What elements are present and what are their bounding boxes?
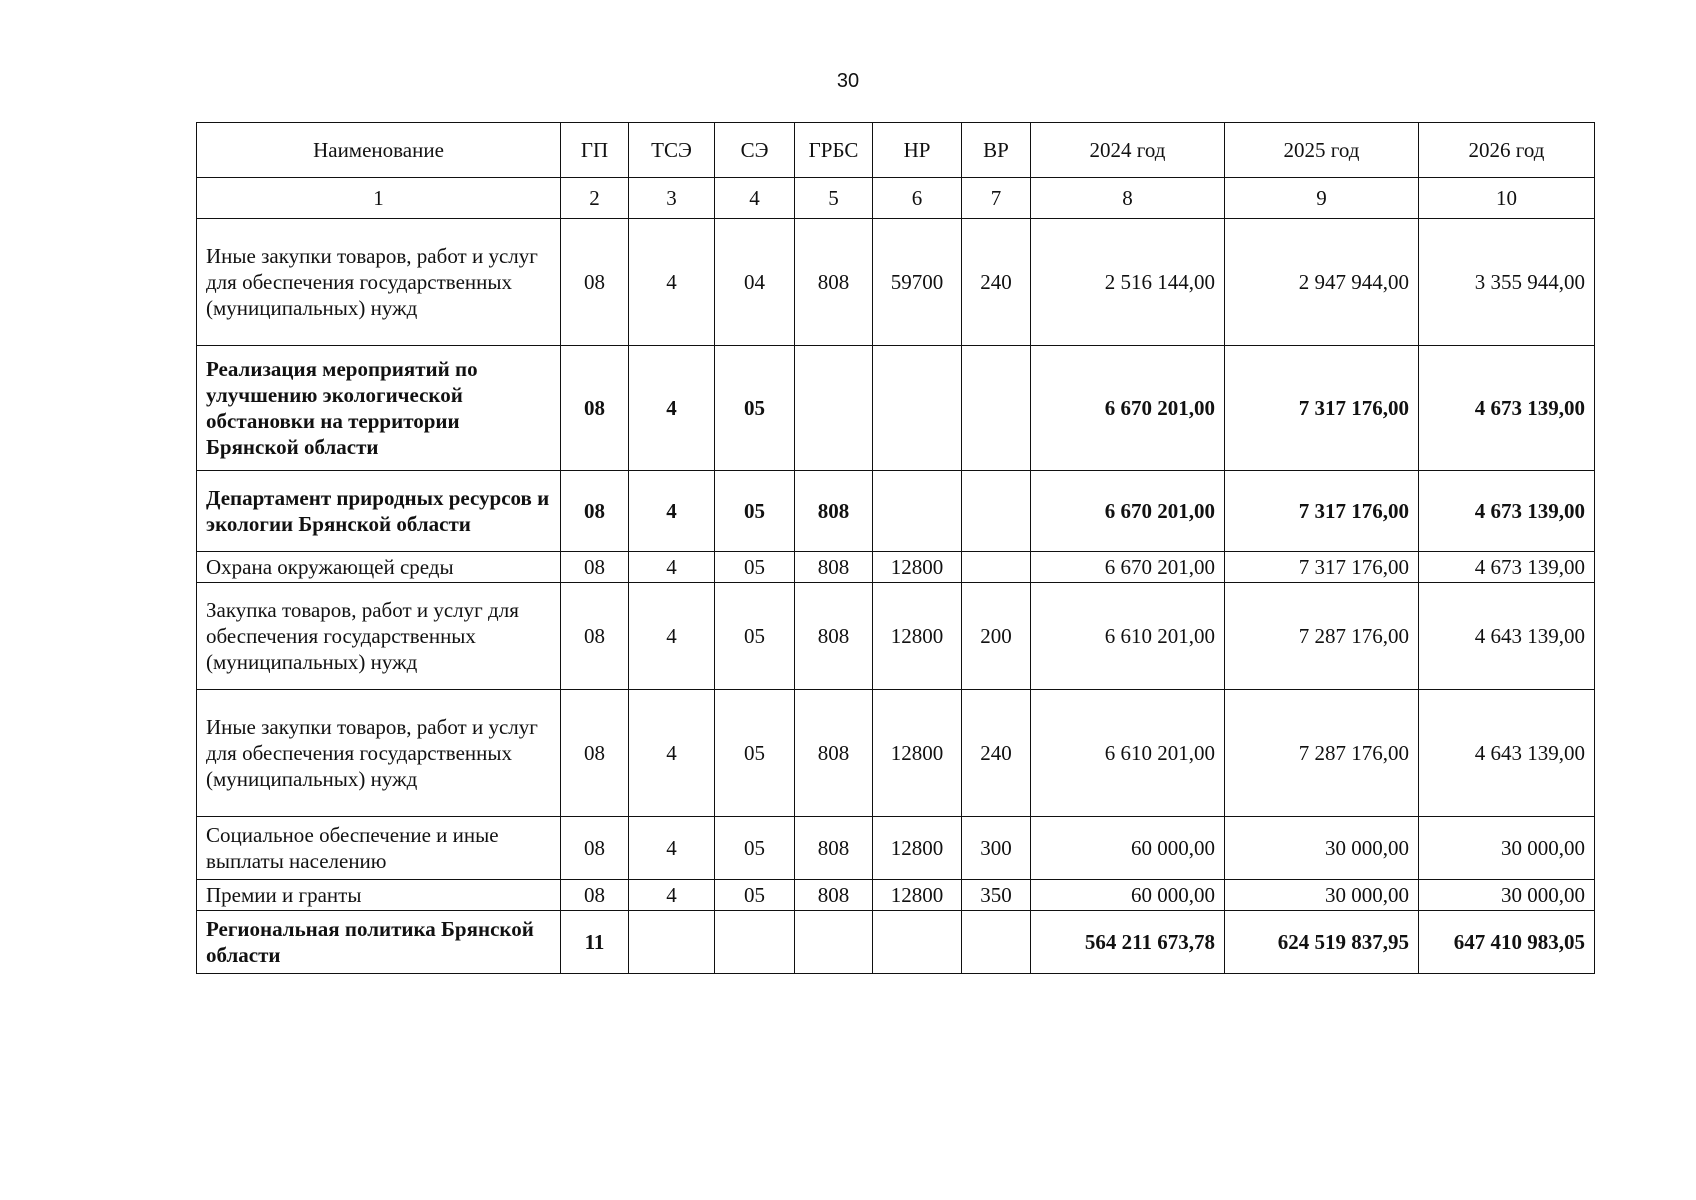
row-gp: 08 [561, 552, 629, 583]
row-nr: 12800 [873, 880, 962, 911]
budget-table [196, 122, 1595, 974]
row-2026: 647 410 983,05 [1419, 911, 1595, 974]
row-grbs: 808 [795, 583, 873, 690]
row-gp: 08 [561, 346, 629, 471]
table-row [197, 911, 1595, 974]
row-2025: 7 317 176,00 [1225, 471, 1419, 552]
header-tse: ТСЭ [629, 123, 715, 178]
row-se: 05 [715, 880, 795, 911]
row-2025: 7 287 176,00 [1225, 690, 1419, 817]
row-name: Охрана окружающей среды [197, 552, 561, 583]
row-nr: 12800 [873, 690, 962, 817]
row-name: Социальное обеспечение и иные выплаты населению [197, 817, 561, 880]
row-2026: 4 643 139,00 [1419, 583, 1595, 690]
row-tse: 4 [629, 583, 715, 690]
row-tse: 4 [629, 690, 715, 817]
index-cell: 9 [1225, 178, 1419, 219]
row-2025: 2 947 944,00 [1225, 219, 1419, 346]
header-2024: 2024 год [1031, 123, 1225, 178]
row-2024: 60 000,00 [1031, 880, 1225, 911]
row-2025: 30 000,00 [1225, 817, 1419, 880]
row-gp: 08 [561, 583, 629, 690]
row-vr [962, 911, 1031, 974]
row-2024: 6 670 201,00 [1031, 471, 1225, 552]
table-row [197, 690, 1595, 817]
row-grbs: 808 [795, 817, 873, 880]
row-gp: 08 [561, 690, 629, 817]
row-gp: 08 [561, 471, 629, 552]
row-grbs: 808 [795, 471, 873, 552]
index-cell: 3 [629, 178, 715, 219]
row-vr: 350 [962, 880, 1031, 911]
row-2025: 7 317 176,00 [1225, 552, 1419, 583]
row-gp: 08 [561, 817, 629, 880]
row-tse: 4 [629, 552, 715, 583]
row-grbs: 808 [795, 552, 873, 583]
header-gp: ГП [561, 123, 629, 178]
row-tse: 4 [629, 880, 715, 911]
table-row [197, 817, 1595, 880]
index-cell: 2 [561, 178, 629, 219]
row-2026: 4 643 139,00 [1419, 690, 1595, 817]
row-2024: 2 516 144,00 [1031, 219, 1225, 346]
table-row [197, 346, 1595, 471]
row-nr [873, 346, 962, 471]
row-nr: 12800 [873, 817, 962, 880]
row-2026: 30 000,00 [1419, 880, 1595, 911]
row-tse: 4 [629, 346, 715, 471]
header-nr: НР [873, 123, 962, 178]
header-2026: 2026 год [1419, 123, 1595, 178]
row-se: 05 [715, 817, 795, 880]
index-cell: 1 [197, 178, 561, 219]
row-2025: 30 000,00 [1225, 880, 1419, 911]
header-row [197, 123, 1595, 178]
row-vr: 200 [962, 583, 1031, 690]
row-nr: 12800 [873, 552, 962, 583]
row-grbs: 808 [795, 690, 873, 817]
row-se [715, 911, 795, 974]
row-grbs: 808 [795, 880, 873, 911]
row-name: Премии и гранты [197, 880, 561, 911]
index-cell: 4 [715, 178, 795, 219]
row-2026: 4 673 139,00 [1419, 471, 1595, 552]
index-cell: 6 [873, 178, 962, 219]
row-2024: 6 610 201,00 [1031, 690, 1225, 817]
row-se: 04 [715, 219, 795, 346]
row-vr: 240 [962, 219, 1031, 346]
table-row [197, 552, 1595, 583]
row-gp: 08 [561, 219, 629, 346]
row-2026: 4 673 139,00 [1419, 346, 1595, 471]
table-row [197, 471, 1595, 552]
row-2025: 624 519 837,95 [1225, 911, 1419, 974]
row-2025: 7 317 176,00 [1225, 346, 1419, 471]
header-se: СЭ [715, 123, 795, 178]
row-name: Реализация мероприятий по улучшению экологической обстановки на территории Брянской области [197, 346, 561, 471]
row-grbs: 808 [795, 219, 873, 346]
row-2024: 6 670 201,00 [1031, 346, 1225, 471]
row-nr [873, 911, 962, 974]
index-row [197, 178, 1595, 219]
row-grbs [795, 911, 873, 974]
header-grbs: ГРБС [795, 123, 873, 178]
row-vr: 240 [962, 690, 1031, 817]
row-2024: 564 211 673,78 [1031, 911, 1225, 974]
row-se: 05 [715, 346, 795, 471]
row-vr: 300 [962, 817, 1031, 880]
row-2026: 30 000,00 [1419, 817, 1595, 880]
row-tse [629, 911, 715, 974]
row-name: Региональная политика Брянской области [197, 911, 561, 974]
row-gp: 11 [561, 911, 629, 974]
index-cell: 5 [795, 178, 873, 219]
row-vr [962, 471, 1031, 552]
row-se: 05 [715, 552, 795, 583]
row-2026: 3 355 944,00 [1419, 219, 1595, 346]
index-cell: 7 [962, 178, 1031, 219]
table-row [197, 880, 1595, 911]
index-cell: 8 [1031, 178, 1225, 219]
header-vr: ВР [962, 123, 1031, 178]
header-2025: 2025 год [1225, 123, 1419, 178]
index-cell: 10 [1419, 178, 1595, 219]
row-2026: 4 673 139,00 [1419, 552, 1595, 583]
row-2024: 6 670 201,00 [1031, 552, 1225, 583]
row-gp: 08 [561, 880, 629, 911]
table-row [197, 583, 1595, 690]
row-se: 05 [715, 690, 795, 817]
table-row [197, 219, 1595, 346]
row-vr [962, 346, 1031, 471]
row-tse: 4 [629, 471, 715, 552]
row-2024: 6 610 201,00 [1031, 583, 1225, 690]
header-name: Наименование [197, 123, 561, 178]
row-nr: 12800 [873, 583, 962, 690]
row-2025: 7 287 176,00 [1225, 583, 1419, 690]
row-name: Департамент природных ресурсов и экологии Брянской области [197, 471, 561, 552]
row-2024: 60 000,00 [1031, 817, 1225, 880]
row-tse: 4 [629, 817, 715, 880]
row-se: 05 [715, 583, 795, 690]
page-number: 30 [836, 70, 860, 92]
row-name: Иные закупки товаров, работ и услуг для обеспечения государственных (муниципальных) нужд [197, 219, 561, 346]
row-nr: 59700 [873, 219, 962, 346]
row-se: 05 [715, 471, 795, 552]
row-vr [962, 552, 1031, 583]
row-name: Иные закупки товаров, работ и услуг для обеспечения государственных (муниципальных) нужд [197, 690, 561, 817]
row-name: Закупка товаров, работ и услуг для обеспечения государственных (муниципальных) нужд [197, 583, 561, 690]
row-tse: 4 [629, 219, 715, 346]
row-grbs [795, 346, 873, 471]
row-nr [873, 471, 962, 552]
